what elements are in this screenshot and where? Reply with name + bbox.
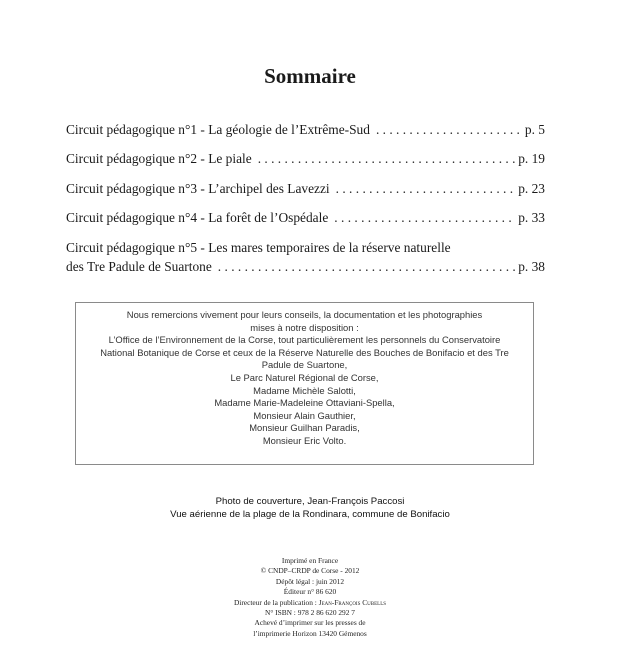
toc-page-number: p. 23: [518, 181, 545, 196]
toc-page-number: p. 38: [518, 259, 545, 274]
acknowledgement-line: mises à notre disposition :: [250, 321, 359, 333]
acknowledgements-box: [75, 302, 534, 465]
toc-leader-dots: [376, 122, 523, 138]
cover-photo-credit: Photo de couverture, Jean-François Paccosi: [215, 496, 405, 507]
acknowledgement-line: Monsieur Alain Gauthier,: [253, 409, 356, 421]
cover-photo-caption: Vue aérienne de la plage de la Rondinara, commune de Bonifacio: [170, 509, 450, 520]
toc-leader-dots: [336, 181, 517, 197]
toc-leader-dots: [258, 151, 517, 167]
toc-leader-dots: [218, 259, 516, 275]
acknowledgement-line: Le Parc Naturel Régional de Corse,: [230, 371, 379, 383]
toc-entry-2[interactable]: [66, 151, 545, 167]
toc-entry-5[interactable]: [66, 259, 545, 275]
toc-entry-title: Circuit pédagogique n°2 - Le piale: [66, 151, 252, 166]
toc-entry-3[interactable]: [66, 181, 545, 197]
imprint-director: [0, 598, 620, 608]
toc-page-number: p. 5: [524, 122, 545, 137]
imprint-director-label: Directeur de la publication :: [233, 597, 319, 607]
imprint-director-name: Jean-François Cubells: [318, 597, 387, 607]
toc-entry-title: Circuit pédagogique n°4 - La forêt de l’Ospédale: [66, 210, 329, 225]
acknowledgement-line: Madame Michèle Salotti,: [253, 384, 356, 396]
imprint-copyright: © CNDP–CRDP de Corse - 2012: [260, 566, 360, 576]
toc-entry-title: Circuit pédagogique n°1 - La géologie de l’Extrême-Sud: [66, 122, 370, 137]
imprint-editor-number: Éditeur n° 86 620: [283, 587, 337, 597]
acknowledgement-line: L’Office de l’Environnement de la Corse, tout particulièrement les personnels du Conservatoire National Botanique de Corse et ceux de la Réserve Naturelle des Bouches de Bonifacio et des Tre Padule de Suartone,: [100, 334, 509, 371]
imprint-printer: l’imprimerie Horizon 13420 Gémenos: [253, 628, 367, 638]
acknowledgement-line: Madame Marie-Madeleine Ottaviani-Spella,: [214, 397, 395, 409]
imprint-legal-deposit: Dépôt légal : juin 2012: [275, 576, 345, 586]
toc-entry-title: Circuit pédagogique n°3 - L’archipel des Lavezzi: [66, 181, 330, 196]
toc-leader-dots: [334, 210, 516, 226]
acknowledgement-line: Monsieur Eric Volto.: [262, 434, 347, 446]
toc-entry-4[interactable]: [66, 210, 545, 226]
toc-page-number: p. 33: [518, 210, 545, 225]
toc-entry-5-line1[interactable]: Circuit pédagogique n°5 - Les mares temporaires de la réserve naturelle: [66, 240, 451, 255]
imprint-printed: Imprimé en France: [281, 556, 339, 565]
acknowledgement-line: Monsieur Guilhan Paradis,: [249, 422, 360, 434]
toc-entry-title: des Tre Padule de Suartone: [66, 259, 212, 274]
imprint-achieved: Achevé d’imprimer sur les presses de: [254, 618, 366, 628]
toc-entry-1[interactable]: [66, 122, 545, 138]
imprint-block: [0, 556, 620, 639]
imprint-isbn: N° ISBN : 978 2 86 620 292 7: [264, 608, 355, 618]
toc-page-number: p. 19: [518, 151, 545, 166]
acknowledgement-line: Nous remercions vivement pour leurs conseils, la documentation et les photographies: [126, 309, 483, 320]
page-title: Sommaire: [264, 64, 356, 88]
